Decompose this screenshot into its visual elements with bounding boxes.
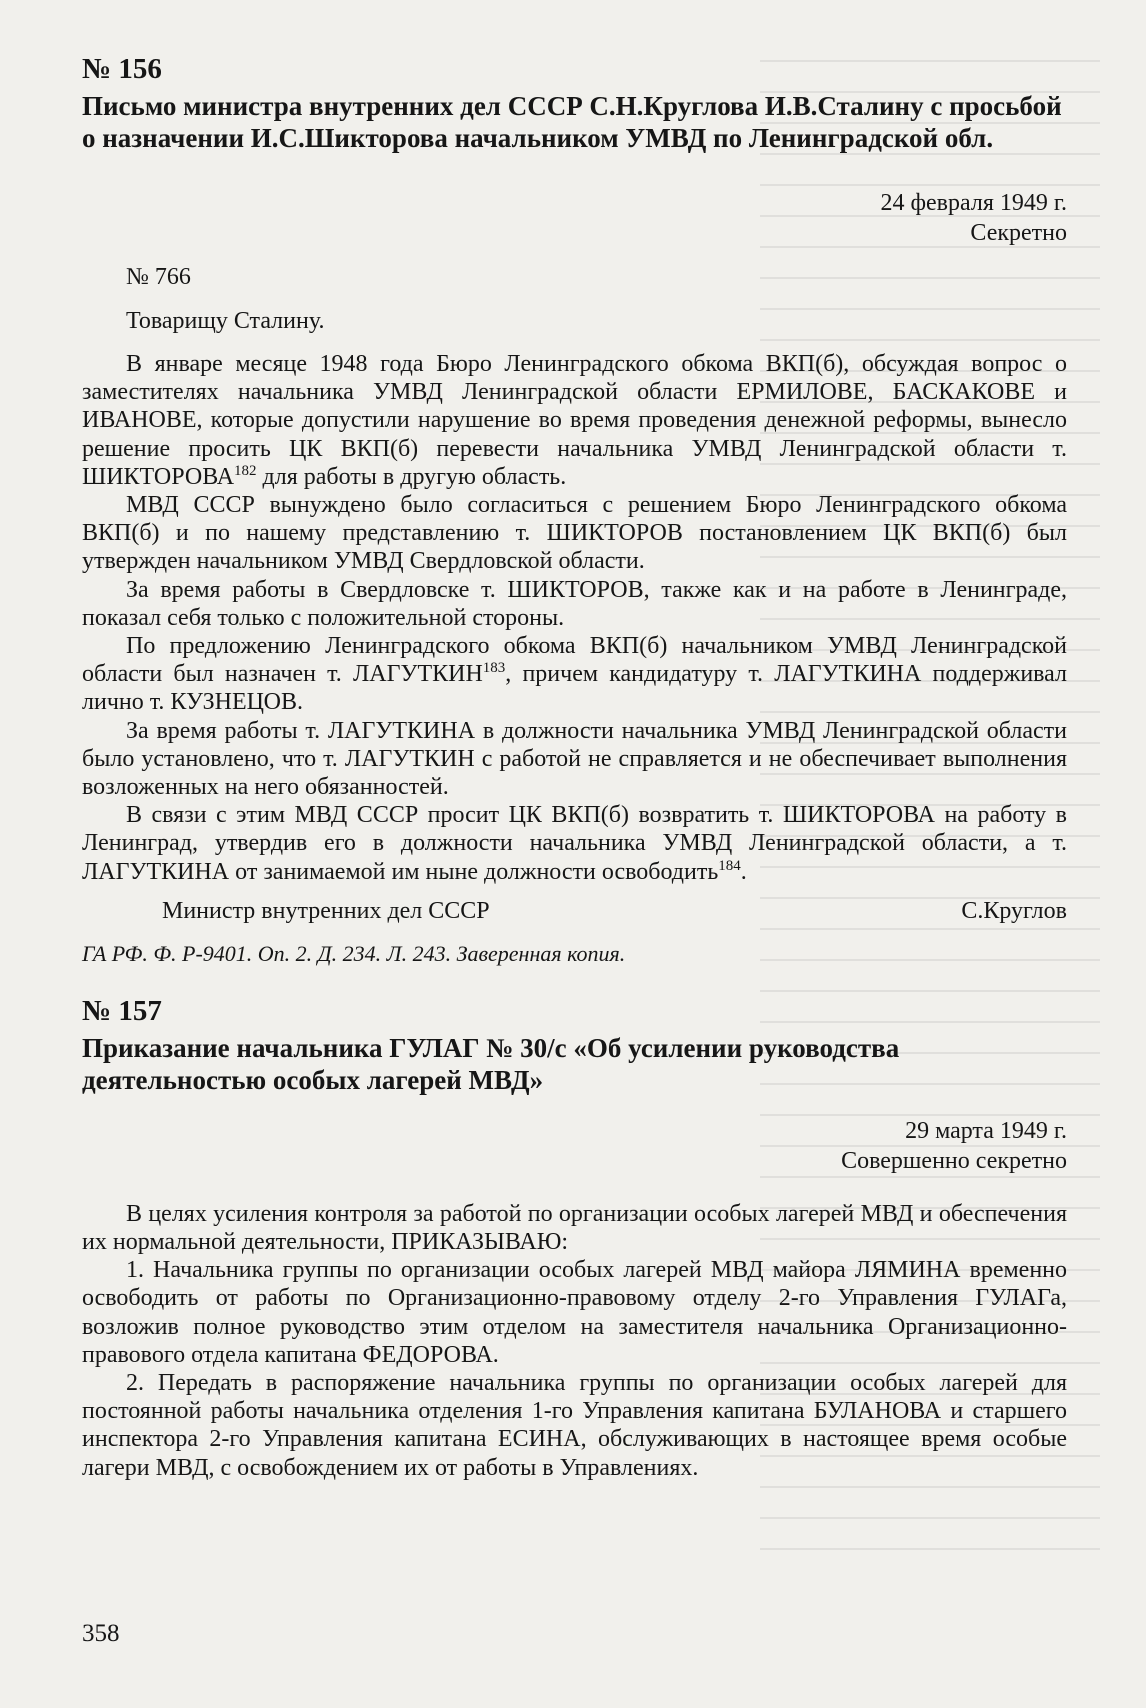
doc-156-salutation: Товарищу Сталину. [126,308,325,334]
doc-156-paragraph-4: По предложению Ленинградского обкома ВКП(б) начальником УМВД Ленинградской области был назначен т. ЛАГУТКИН$^{183}$, причем кандидатуру т. ЛАГУТКИНА поддерживал лично т. КУЗНЕЦОВ. [82,633,1068,716]
doc-156-paragraph-3: За время работы в Свердловске т. ШИКТОРОВ, также как и на работе в Ленинграде, показал себя только с положительной стороны. [82,576,1067,631]
document-156 [82,52,1067,968]
footnote-ref-184: 184 [718,857,741,874]
page-number: 358 [82,1620,120,1647]
doc-157-title: Приказание начальника ГУЛАГ № 30/с «Об усилении руководства деятельностью особых лагерей МВД» [82,1032,900,1095]
doc-156-ref-number: № 766 [126,264,191,290]
doc-157-paragraph-1: В целях усиления контроля за работой по организации особых лагерей МВД и обеспечения их нормальной деятельности, ПРИКАЗЫВАЮ: [82,1200,1067,1256]
doc-156-date: 24 февраля 1949 г. [880,190,1067,216]
doc-156-archival-source: ГА РФ. Ф. Р-9401. Оп. 2. Д. 234. Л. 243. Заверенная копия. [82,940,626,966]
doc-156-number: № 156 [82,53,162,85]
signer-name: С.Круглов [961,897,1067,924]
doc-156-paragraph-1: В январе месяце 1948 года Бюро Ленинградского обкома ВКП(б), обсуждая вопрос о заместителях начальника УМВД Ленинградской области ЕРМИЛОВЕ, БАСКАКОВЕ и ИВАНОВЕ, которые допустили нарушение во время проведения денежной реформы, вынесло решение просить ЦК ВКП(б) перевести начальника УМВД Ленинградской области т. ШИКТОРОВА$^{182}$ для работы в другую область. [82,351,1067,490]
signer-title: Министр внутренних дел СССР [162,897,490,924]
doc-156-signature [82,896,1067,926]
doc-156-paragraph-5: За время работы т. ЛАГУТКИНА в должности начальника УМВД Ленинградской области было установлено, что т. ЛАГУТКИН с работой не справляется и не обеспечивает выполнения возложенных на него обязанностей. [82,717,1067,801]
doc-157-classification: Совершенно секретно [841,1147,1067,1174]
doc-157-paragraph-3: 2. Передать в распоряжение начальника группы по организации особых лагерей для постоянной работы начальника отделения 1-го Управления капитана БУЛАНОВА и старшего инспектора 2-го Управления капитана ЕСИНА, обслуживающих в настоящее время особые лагери МВД, с освобождением их от работы в Управлениях. [82,1370,1067,1481]
doc-156-title: Письмо министра внутренних дел СССР С.Н.Круглова И.В.Сталину с просьбой о назначении И.С.Шикторова начальником УМВД по Ленинградской обл. [82,91,1062,153]
page-content [82,52,1067,1482]
doc-156-paragraph-6: В связи с этим МВД СССР просит ЦК ВКП(б) возвратить т. ШИКТОРОВА на работу в Ленинград, утвердив его в должности начальника УМВД Ленинградской области, а т. ЛАГУТКИНА от занимаемой им ныне должности освободить$^{184}$. [82,802,1067,885]
doc-157-paragraph-2: 1. Начальника группы по организации особых лагерей МВД майора ЛЯМИНА временно освободить от работы по Организационно-правовому отделу 2-го Управления ГУЛАГа, возложив полное руководство этим отделом на заместителя начальника Организационно-правового отдела капитана ФЕДОРОВА. [82,1257,1067,1368]
footnote-ref-182: 182 [234,462,257,479]
document-157 [82,994,1067,1482]
doc-156-classification: Секретно [970,220,1067,246]
doc-157-date: 29 марта 1949 г. [905,1117,1067,1144]
doc-156-paragraph-2: МВД СССР вынуждено было согласиться с решением Бюро Ленинградского обкома ВКП(б) и по нашему представлению т. ШИКТОРОВ постановлением ЦК ВКП(б) был утвержден начальником УМВД Свердловской области. [82,492,1067,575]
footnote-ref-183: 183 [482,660,506,677]
doc-157-number: № 157 [82,994,162,1027]
